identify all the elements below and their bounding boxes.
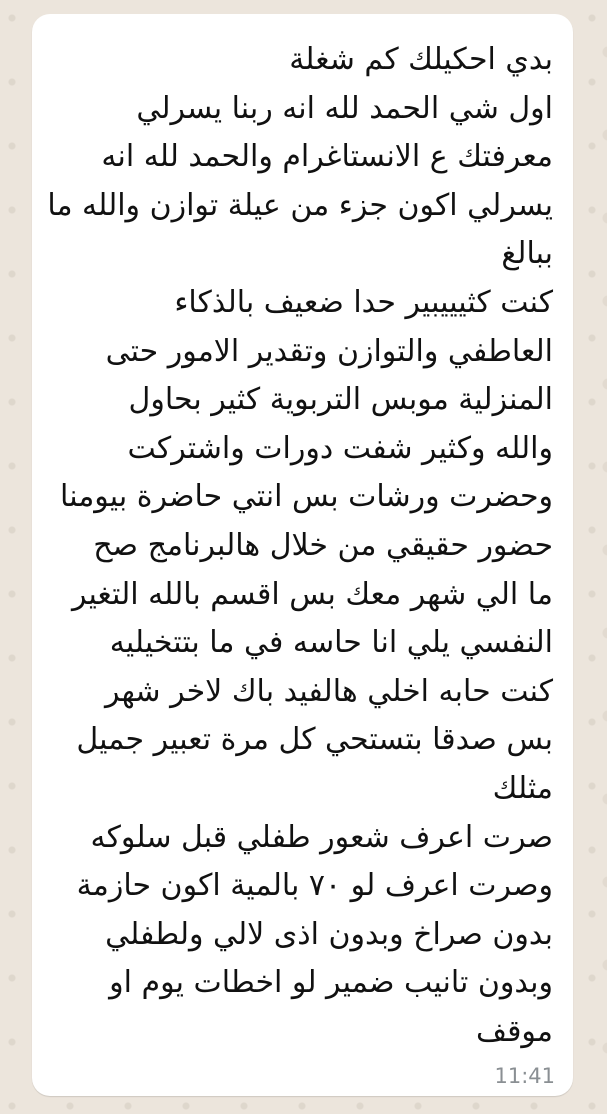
message-line: ما الي شهر معك بس اقسم بالله التغير <box>71 576 553 612</box>
message-line: النفسي يلي انا حاسه في ما بتتخيليه <box>109 625 553 661</box>
message-text <box>42 36 553 1056</box>
message-line: اول شي الحمد لله انه ربنا يسرلي <box>136 90 553 126</box>
message-line: يسرلي اكون جزء من عيلة توازن والله ما <box>47 187 553 223</box>
message-line: كنت حابه اخلي هالفيد باك لاخر شهر <box>105 673 553 709</box>
message-line: مثلك <box>492 770 553 806</box>
message-line: موقف <box>476 1013 553 1049</box>
incoming-message-bubble[interactable] <box>32 14 573 1096</box>
message-timestamp: 11:41 <box>494 1064 555 1088</box>
message-line: صرت اعرف شعور طفلي قبل سلوكه <box>90 819 553 855</box>
message-line: والله وكثير شفت دورات واشتركت <box>127 430 553 466</box>
message-line: وحضرت ورشات بس انتي حاضرة بيومنا <box>60 479 553 515</box>
message-line: بدون صراخ وبدون اذى لالي ولطفلي <box>105 916 553 952</box>
message-line: ببالغ <box>501 236 553 272</box>
message-line: وبدون تانيب ضمير لو اخطات يوم او <box>109 965 553 1001</box>
message-line: العاطفي والتوازن وتقدير الامور حتى <box>105 333 553 369</box>
message-line: كنت كثيييبير حدا ضعيف بالذكاء <box>174 284 553 320</box>
message-line: بس صدقا بتستحي كل مرة تعبير جميل <box>76 722 553 758</box>
message-line: وصرت اعرف لو ٧٠ بالمية اكون حازمة <box>76 868 553 904</box>
message-line: حضور حقيقي من خلال هالبرنامج صح <box>93 527 553 563</box>
message-line: بدي احكيلك كم شغلة <box>289 42 553 77</box>
message-line: معرفتك ع الانستاغرام والحمد لله انه <box>101 139 553 175</box>
message-line: المنزلية موبس التربوية كثير بحاول <box>128 382 553 418</box>
